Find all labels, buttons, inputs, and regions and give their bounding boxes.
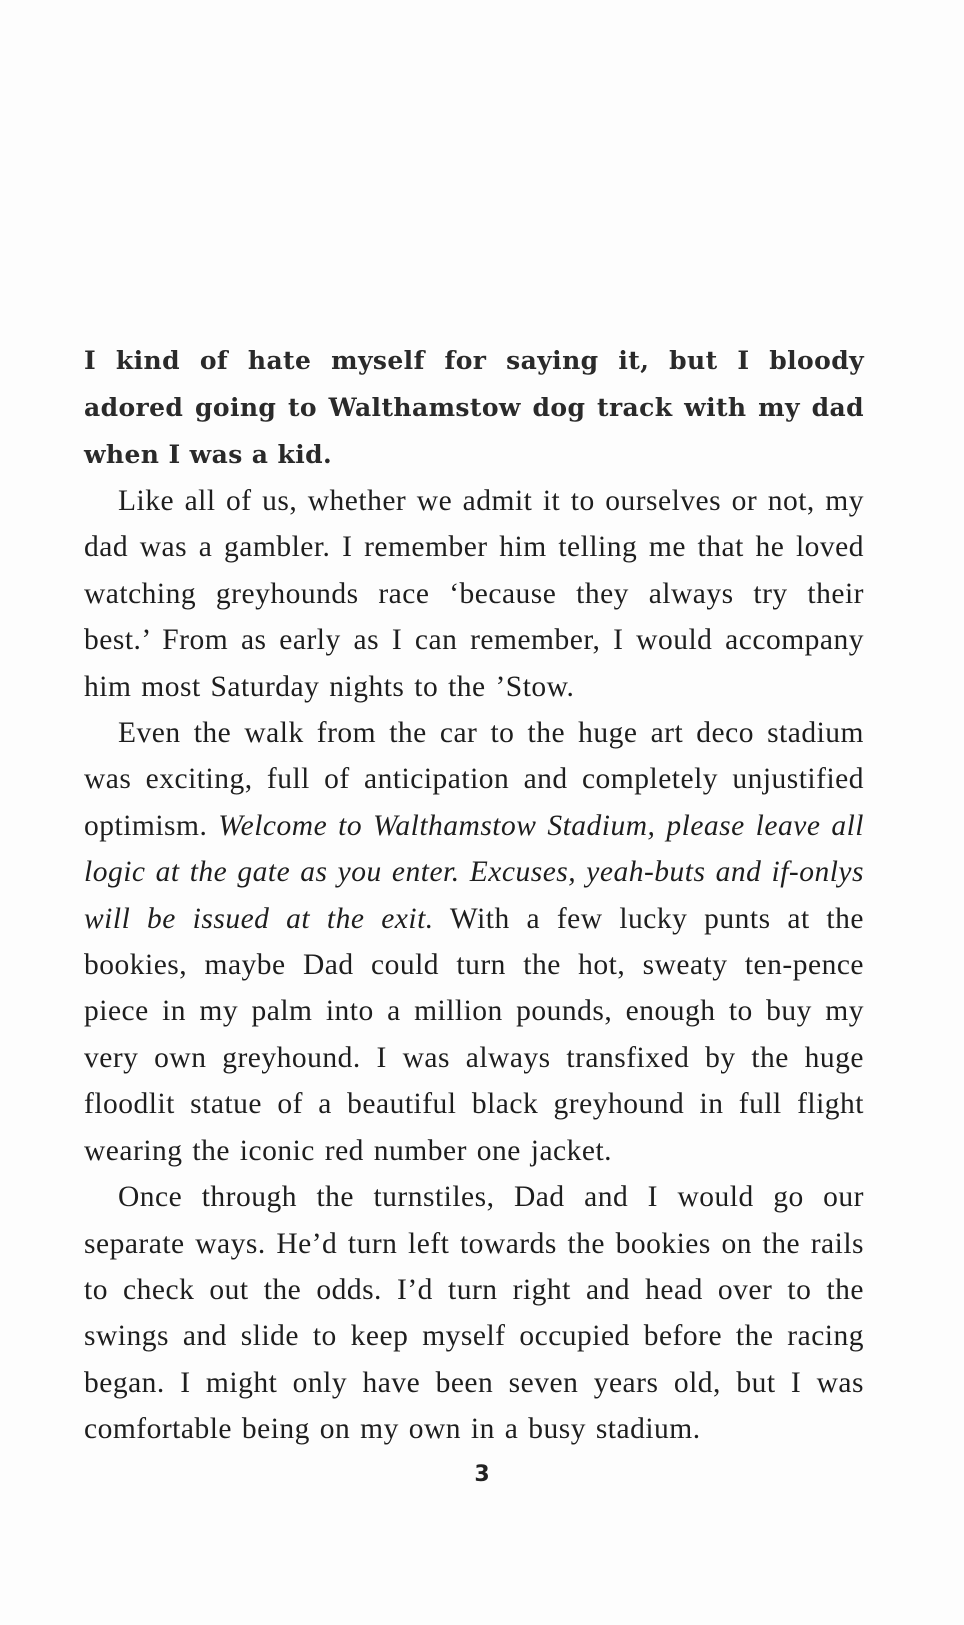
paragraph-3-lead: Even the walk from the car to the huge art deco stadium was exciting, full of anticipation and completely unjustified optimism. (84, 717, 864, 842)
paragraph-3 (84, 710, 864, 1174)
page-number: 3 (474, 1462, 490, 1487)
paragraph-4: Once through the turnstiles, Dad and I would go our separate ways. He’d turn left towards the bookies on the rails to check out the odds. I’d turn right and head over to the swings and slide to keep myself occupied before the racing began. I might only have been seven years old, but I was comfortable being on my own in a busy stadium. (84, 1181, 864, 1446)
paragraph-3-italic-welcome: Welcome to Walthamstow Stadium, please leave all logic at the gate as you enter. Excuses, yeah-buts and if-onlys will be issued at the exit. (84, 809, 864, 935)
paragraph-3-tail: With a few lucky punts at the bookies, maybe Dad could turn the hot, sweaty ten-pence piece in my palm into a million pounds, enough to buy my very own greyhound. I was always transfixed by the huge floodlit statue of a beautiful black greyhound in full flight wearing the iconic red number one jacket. (84, 902, 864, 1167)
chapter-text (84, 337, 864, 1453)
paragraph-2: Like all of us, whether we admit it to ourselves or not, my dad was a gambler. I remember him telling me that he loved watching greyhounds race ‘because they always try their best.’ From as early as I can remember, I would accompany him most Saturday nights to the ’Stow. (84, 485, 864, 703)
opening-paragraph: I kind of hate myself for saying it, but I bloody adored going to Walthamstow dog track with my dad when I was a kid. (84, 346, 864, 469)
